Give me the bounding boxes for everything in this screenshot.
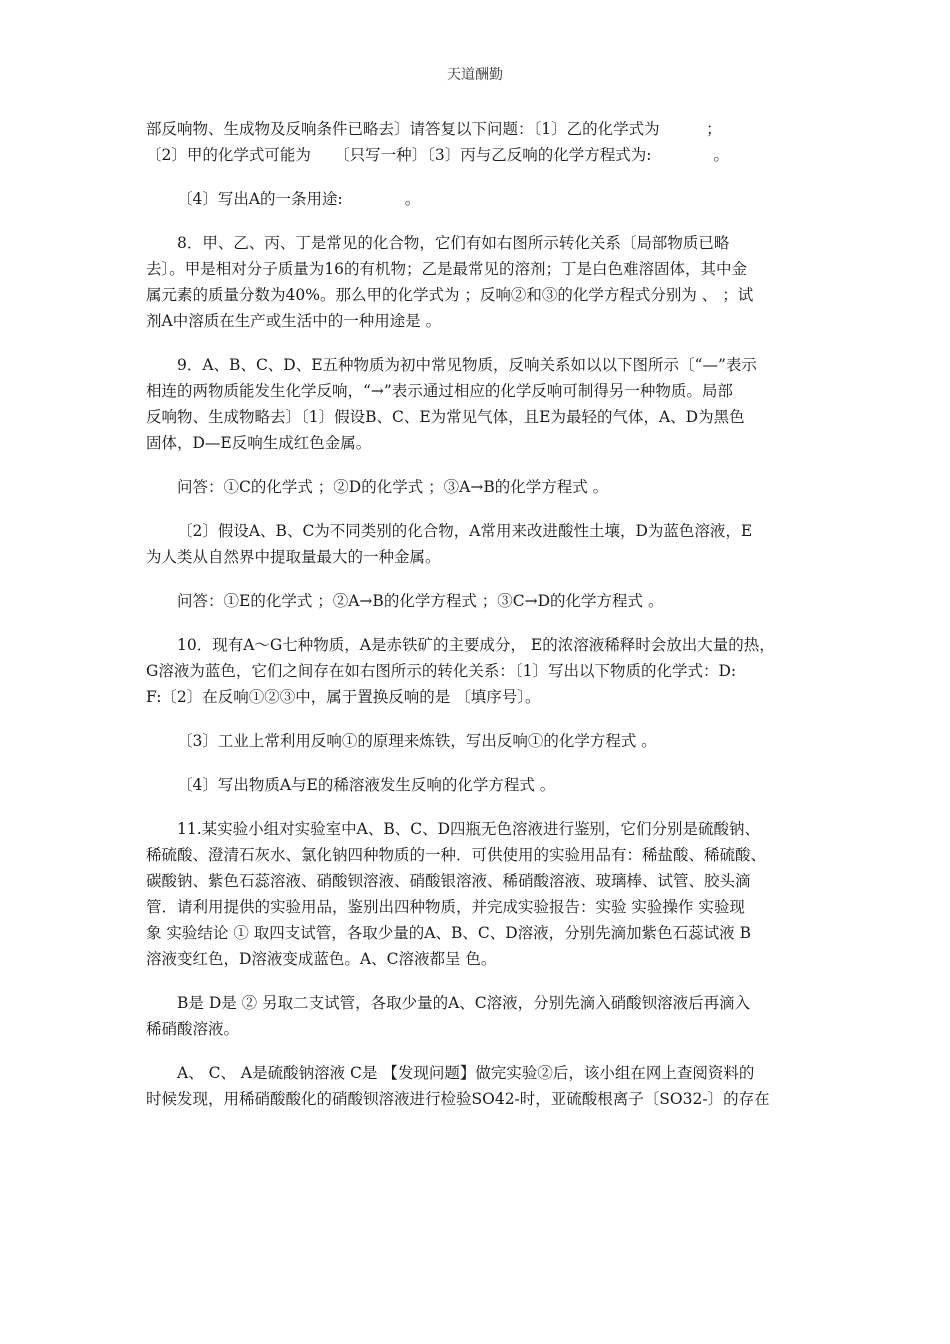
paragraph (146, 1060, 810, 1112)
text-line: 10．现有A～G七种物质，A是赤铁矿的主要成分， E的浓溶液稀释时会放出大量的热， (177, 636, 775, 654)
text-line: F:〔2〕在反响①②③中，属于置换反响的是 〔填序号〕。 (146, 688, 541, 706)
text-line: 〔4〕写出A的一条用途: 。 (177, 190, 421, 208)
text-line: 象 实验结论 ① 取四支试管，各取少量的A、B、C、D溶液，分别先滴加紫色石蕊试液 B (146, 924, 751, 942)
paragraph (146, 588, 810, 614)
text-line: 问答：①E的化学式 ；②A→B的化学方程式 ；③C→D的化学方程式 。 (177, 592, 664, 610)
paragraph (146, 772, 810, 798)
text-line: 管．请利用提供的实验用品，鉴别出四种物质，并完成实验报告：实验 实验操作 实验现 (146, 898, 745, 916)
text-line: 属元素的质量分数为40%。那么甲的化学式为 ；反响②和③的化学方程式分别为 、 ；试 (146, 286, 754, 304)
text-line: A、 C、 A是硫酸钠溶液 C是 【发现问题】做完实验②后，该小组在网上查阅资料的 (177, 1064, 755, 1082)
text-line: 去〕。甲是相对分子质量为16的有机物；乙是最常见的溶剂；丁是白色难溶固体，其中金 (146, 260, 747, 278)
paragraph (146, 728, 810, 754)
paragraph (146, 518, 810, 570)
text-line: 相连的两物质能发生化学反响，“→”表示通过相应的化学反响可制得另一种物质。局部 (146, 382, 733, 400)
text-line: 〔4〕写出物质A与E的稀溶液发生反响的化学方程式 。 (177, 776, 556, 794)
text-line: 溶液变红色，D溶液变成蓝色。A、C溶液都呈 色。 (146, 950, 497, 968)
paragraph (146, 186, 810, 212)
text-line: 稀硫酸、澄清石灰水、氯化钠四种物质的一种．可供使用的实验用品有：稀盐酸、稀硫酸、 (146, 846, 767, 864)
text-line: 问答：①C的化学式 ；②D的化学式 ；③A→B的化学方程式 。 (177, 478, 609, 496)
text-line: 〔2〕甲的化学式可能为 〔只写一种〕〔3〕丙与乙反响的化学方程式为: 。 (146, 146, 729, 164)
paragraph (146, 474, 810, 500)
paragraph (146, 116, 810, 168)
paragraph (146, 352, 810, 456)
text-line: B是 D是 ② 另取二支试管，各取少量的A、C溶液，分别先滴入硝酸钡溶液后再滴入 (177, 994, 751, 1012)
text-line: 部反响物、生成物及反响条件已略去〕请答复以下问题：〔1〕乙的化学式为 ； (146, 120, 722, 138)
text-line: G溶液为蓝色，它们之间存在如右图所示的转化关系：〔1〕写出以下物质的化学式：D: (146, 662, 737, 680)
text-line: 剂A中溶质在生产或生活中的一种用途是 。 (146, 312, 442, 330)
text-line: 11.某实验小组对实验室中A、B、C、D四瓶无色溶液进行鉴别，它们分别是硫酸钠、 (177, 820, 761, 838)
document-body (146, 116, 810, 1130)
text-line: 9．A、B、C、D、E五种物质为初中常见物质，反响关系如以以下图所示〔“—”表示 (177, 356, 757, 374)
text-line: 〔2〕假设A、B、C为不同类别的化合物，A常用来改进酸性土壤，D为蓝色溶液，E (177, 522, 753, 540)
text-line: 为人类从自然界中提取量最大的一种金属。 (146, 548, 441, 566)
text-line: 反响物、生成物略去〕〔1〕假设B、C、E为常见气体，且E为最轻的气体，A、D为黑色 (146, 408, 745, 426)
text-line: 碳酸钠、紫色石蕊溶液、硝酸钡溶液、硝酸银溶液、稀硝酸溶液、玻璃棒、试管、胶头滴 (146, 872, 751, 890)
paragraph (146, 816, 810, 972)
text-line: 时候发现，用稀硝酸酸化的硝酸钡溶液进行检验SO42-时，亚硫酸根离子〔SO32-〕的存在 (146, 1090, 770, 1108)
text-line: 8．甲、乙、丙、丁是常见的化合物，它们有如右图所示转化关系〔局部物质已略 (177, 234, 730, 252)
paragraph (146, 230, 810, 334)
page-header: 天道酬勤 (447, 67, 503, 83)
paragraph (146, 632, 810, 710)
text-line: 固体，D—E反响生成红色金属。 (146, 434, 372, 452)
paragraph (146, 990, 810, 1042)
text-line: 〔3〕工业上常利用反响①的原理来炼铁，写出反响①的化学方程式 。 (177, 732, 657, 750)
text-line: 稀硝酸溶液。 (146, 1020, 240, 1038)
